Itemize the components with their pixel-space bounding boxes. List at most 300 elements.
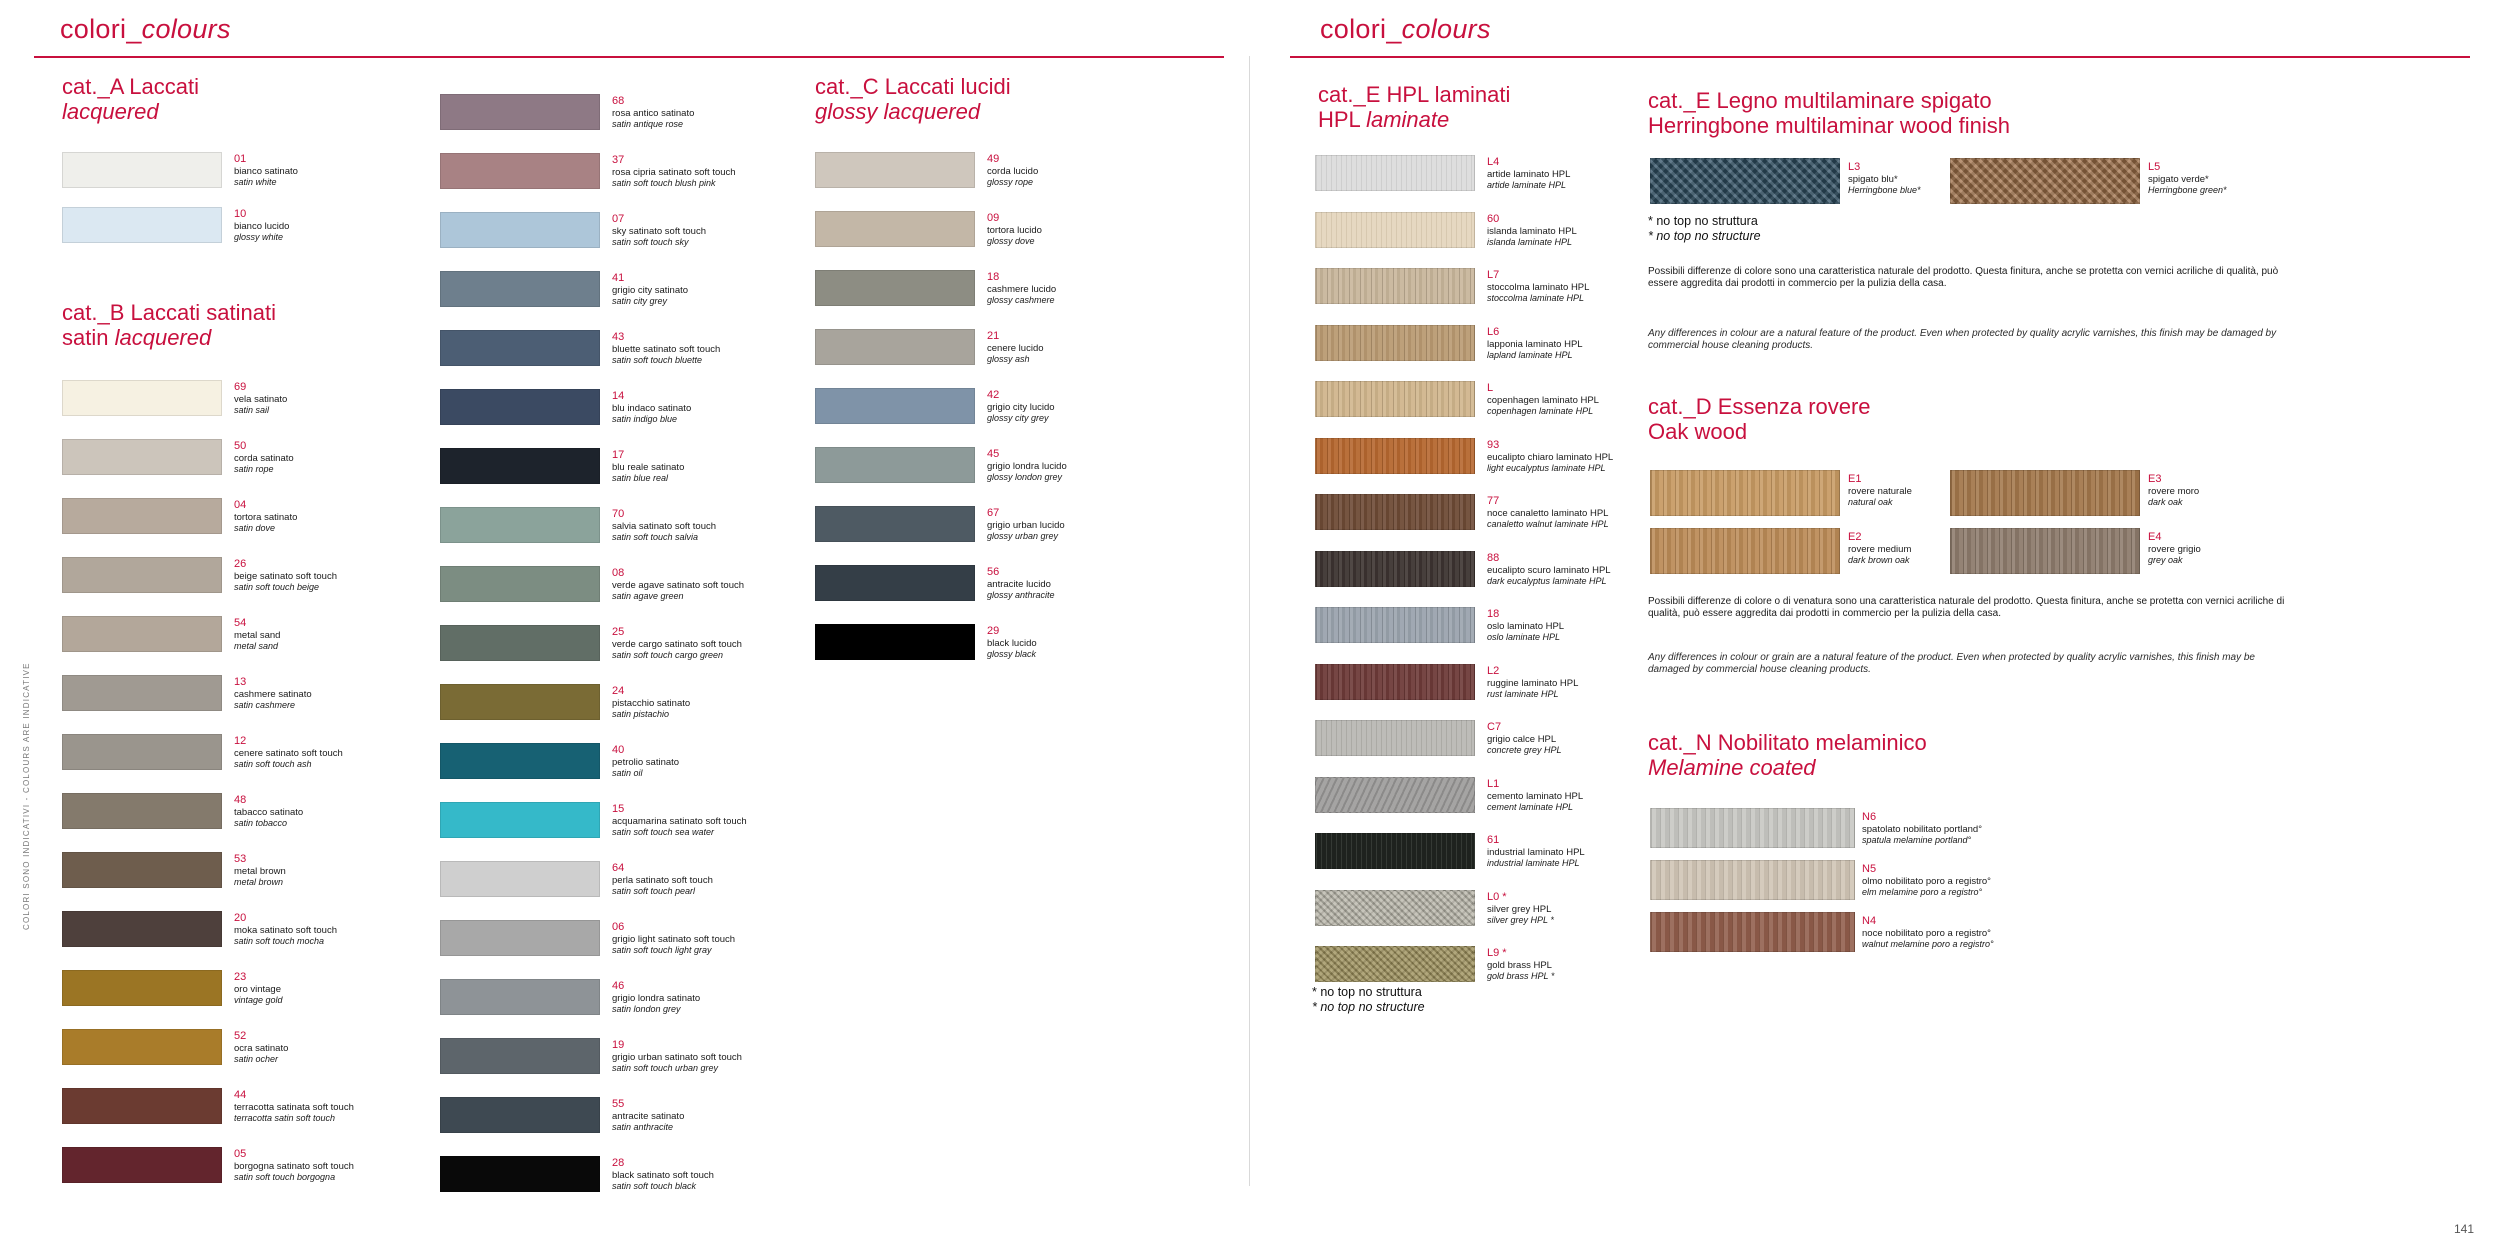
swatch-label (987, 390, 1055, 424)
swatch-label (234, 913, 337, 947)
swatch-name-en: satin soft touch black (612, 1181, 697, 1191)
swatch-label (234, 559, 337, 593)
swatch-label (612, 627, 742, 661)
swatch-name-en: satin soft touch blush pink (612, 178, 716, 188)
swatch-label (612, 863, 713, 897)
swatch-name-en: glossy rope (987, 177, 1034, 187)
color-swatch (440, 153, 600, 189)
swatch-code: L1 (1487, 777, 1500, 790)
swatch-name-it: spigato blu* (1848, 174, 1898, 185)
swatch-name-it: tabacco satinato (234, 807, 304, 818)
swatch-name-en: satin soft touch beige (234, 582, 320, 592)
swatch-code: 13 (234, 676, 247, 688)
swatch-name-en: satin oil (612, 768, 643, 778)
swatch-name-it: black lucido (987, 638, 1037, 649)
swatch-name-en: satin soft touch sea water (612, 827, 715, 837)
swatch-name-en: stoccolma laminate HPL (1487, 293, 1585, 303)
swatch-name-en: satin soft touch salvia (612, 532, 699, 542)
swatch-code: 70 (612, 508, 625, 520)
category-e-hpl-line1: cat._E HPL laminati (1318, 82, 1511, 107)
color-swatch (62, 1029, 222, 1065)
swatch-label (1487, 214, 1577, 248)
swatch-code: 06 (612, 921, 625, 933)
swatch-name-it: oslo laminato HPL (1487, 621, 1565, 632)
category-d-line2: Oak wood (1648, 419, 1748, 444)
swatch-label (234, 677, 312, 711)
swatch-name-en: satin blue real (612, 473, 669, 483)
swatch-code: 37 (612, 154, 625, 166)
swatch-name-it: antracite satinato (612, 1111, 685, 1122)
color-swatch (815, 270, 975, 306)
swatch-name-en: gold brass HPL * (1487, 971, 1555, 981)
color-swatch (815, 565, 975, 601)
color-swatch (1315, 212, 1475, 248)
color-swatch (1315, 551, 1475, 587)
swatch-label (987, 626, 1037, 660)
swatch-name-it: terracotta satinata soft touch (234, 1102, 354, 1113)
swatch-code: L5 (2148, 161, 2161, 173)
swatch-label (612, 391, 691, 425)
swatch-label (234, 209, 289, 243)
swatch-name-en: glossy white (234, 232, 284, 242)
swatch-name-en: satin soft touch sky (612, 237, 689, 247)
swatch-label (234, 154, 298, 188)
color-swatch (440, 212, 600, 248)
swatch-code: 25 (612, 626, 625, 638)
swatch-label (234, 972, 283, 1006)
swatch-name-it: salvia satinato soft touch (612, 521, 717, 532)
swatch-name-it: industrial laminato HPL (1487, 847, 1585, 858)
color-swatch (440, 625, 600, 661)
swatch-name-it: bianco satinato (234, 166, 298, 177)
swatch-code: 88 (1487, 551, 1500, 564)
swatch-name-en: oslo laminate HPL (1487, 632, 1561, 642)
swatch-code: L7 (1487, 269, 1500, 281)
swatch-label (612, 450, 684, 484)
swatch-code: 17 (612, 449, 625, 461)
swatch-name-it: black satinato soft touch (612, 1170, 714, 1181)
swatch-label (612, 509, 716, 543)
swatch-name-it: blu reale satinato (612, 462, 685, 473)
swatch-code: 53 (234, 853, 247, 865)
swatch-name-en: Herringbone green* (2148, 185, 2227, 195)
swatch-label (612, 804, 747, 838)
category-title-e-wood (1648, 88, 2010, 138)
swatch-label (1487, 327, 1583, 361)
color-swatch (440, 743, 600, 779)
swatch-name-en: satin sail (234, 405, 270, 415)
color-swatch (1315, 890, 1475, 926)
swatch-code: 67 (987, 507, 1000, 519)
swatch-label (612, 1158, 714, 1192)
swatch-name-en: satin antique rose (612, 119, 684, 129)
color-swatch (62, 498, 222, 534)
oak-label (2148, 474, 2199, 508)
color-swatch (62, 152, 222, 188)
color-swatch (815, 211, 975, 247)
swatch-label (612, 273, 688, 307)
swatch-name-en: copenhagen laminate HPL (1487, 406, 1594, 416)
swatch-code: 23 (234, 971, 247, 983)
swatch-code: N6 (1862, 811, 1877, 823)
swatch-label (987, 567, 1055, 601)
swatch-name-en: satin rope (234, 464, 274, 474)
color-swatch (440, 94, 600, 130)
color-swatch (1315, 494, 1475, 530)
category-title-e-hpl (1318, 82, 1510, 132)
swatch-name-en: islanda laminate HPL (1487, 236, 1573, 247)
swatch-label (1487, 666, 1578, 700)
swatch-code: 43 (612, 331, 625, 343)
swatch-name-en: walnut melamine poro a registro° (1862, 939, 1994, 949)
page-number: 141 (2453, 1222, 2474, 1236)
color-swatch (62, 439, 222, 475)
swatch-code: 04 (234, 499, 247, 511)
herringbone-label (2148, 162, 2227, 196)
swatch-name-it: noce canaletto laminato HPL (1487, 508, 1609, 519)
swatch-code: 15 (612, 803, 625, 815)
swatch-name-it: rovere moro (2148, 486, 2200, 497)
swatch-name-it: tortora satinato (234, 512, 298, 523)
swatch-name-it: olmo nobilitato poro a registro° (1862, 876, 1991, 887)
swatch-code: 07 (612, 213, 625, 225)
swatch-name-it: grigio city satinato (612, 285, 689, 296)
swatch-label (612, 568, 744, 602)
swatch-name-en: metal sand (234, 641, 279, 651)
melamine-swatch (1650, 808, 1855, 848)
oak-paragraph-en: Any differences in colour or grain are a natural feature of the product. Even when protected by quality acrylic varnishes, this finish may be damaged by commercial house cleaning products. (1648, 652, 2255, 676)
swatch-name-it: eucalipto scuro laminato HPL (1487, 564, 1611, 576)
swatch-name-en: satin cashmere (234, 700, 296, 710)
swatch-code: 01 (234, 153, 247, 165)
oak-label (1848, 532, 1911, 566)
color-swatch (440, 1038, 600, 1074)
color-swatch (440, 389, 600, 425)
swatch-name-en: artide laminate HPL (1487, 180, 1567, 190)
swatch-name-it: moka satinato soft touch (234, 925, 337, 936)
swatch-code: 18 (987, 271, 1000, 283)
swatch-name-en: vintage gold (234, 995, 283, 1005)
swatch-name-en: satin agave green (612, 591, 684, 601)
header-rule-left (34, 56, 1224, 58)
swatch-name-it: rovere naturale (1848, 486, 1912, 497)
swatch-label (234, 500, 297, 534)
color-swatch (62, 852, 222, 888)
color-swatch (815, 329, 975, 365)
swatch-code: 08 (612, 567, 625, 579)
swatch-name-en: glossy london grey (987, 472, 1063, 482)
swatch-name-it: corda lucido (987, 166, 1039, 177)
swatch-name-it: bluette satinato soft touch (612, 344, 721, 355)
swatch-code: 45 (987, 448, 1000, 460)
swatch-code: E1 (1848, 473, 1862, 485)
swatch-label (612, 922, 735, 956)
melamine-label (1862, 812, 1982, 846)
swatch-name-en: satin soft touch bluette (612, 355, 703, 365)
color-swatch (440, 920, 600, 956)
swatch-label (234, 1031, 288, 1065)
swatch-name-en: natural oak (1848, 497, 1893, 507)
swatch-name-it: rosa cipria satinato soft touch (612, 167, 736, 178)
swatch-code: 56 (987, 566, 1000, 578)
swatch-name-it: grigio city lucido (987, 402, 1055, 413)
swatch-code: 19 (612, 1039, 625, 1051)
swatch-code: C7 (1487, 721, 1502, 733)
swatch-name-it: metal sand (234, 630, 281, 641)
color-swatch (62, 207, 222, 243)
swatch-code: L6 (1487, 325, 1500, 338)
swatch-name-it: metal brown (234, 866, 286, 877)
melamine-label (1862, 916, 1994, 950)
swatch-code: L2 (1487, 664, 1500, 677)
swatch-label (234, 382, 287, 416)
header-left (60, 14, 231, 45)
swatch-name-en: glossy urban grey (987, 531, 1059, 541)
swatch-name-it: cashmere lucido (987, 284, 1057, 295)
swatch-name-it: grigio londra lucido (987, 461, 1067, 472)
category-title-b (62, 300, 276, 350)
color-swatch (1315, 325, 1475, 361)
category-e-wood-line2: Herringbone multilaminar wood finish (1648, 113, 2010, 138)
swatch-label (234, 736, 343, 770)
swatch-label (987, 272, 1056, 306)
color-swatch (1315, 607, 1475, 643)
category-d-line1: cat._D Essenza rovere (1648, 394, 1871, 419)
swatch-label (612, 981, 700, 1015)
swatch-name-en: rust laminate HPL (1487, 688, 1559, 699)
color-swatch (440, 330, 600, 366)
oak-label (2148, 532, 2201, 566)
swatch-name-it: bianco lucido (234, 221, 290, 232)
color-swatch (440, 861, 600, 897)
swatch-code: 28 (612, 1157, 625, 1169)
swatch-label (234, 618, 280, 652)
color-swatch (62, 911, 222, 947)
swatch-code: N4 (1862, 915, 1877, 927)
swatch-name-en: glossy black (987, 649, 1037, 659)
swatch-name-en: concrete grey HPL (1487, 745, 1562, 755)
color-swatch (1315, 777, 1475, 813)
header-left-english: colours (141, 14, 231, 44)
category-e-hpl-line2-italic: laminate (1366, 107, 1450, 132)
swatch-name-it: grigio urban lucido (987, 520, 1065, 531)
swatch-code: 05 (234, 1148, 247, 1160)
category-b-line2-wrap: satin lacquered (62, 325, 212, 350)
color-swatch (62, 616, 222, 652)
color-swatch (62, 380, 222, 416)
header-left-italian: colori_ (60, 14, 142, 44)
category-n-line1: cat._N Nobilitato melaminico (1648, 730, 1927, 755)
swatch-name-en: satin soft touch pearl (612, 886, 696, 896)
swatch-name-en: silver grey HPL * (1487, 914, 1554, 925)
color-swatch (440, 802, 600, 838)
color-swatch (815, 388, 975, 424)
swatch-code: 21 (987, 330, 1000, 342)
swatch-name-en: metal brown (234, 877, 284, 887)
color-swatch (440, 566, 600, 602)
swatch-name-en: satin london grey (612, 1004, 681, 1014)
swatch-name-en: spatula melamine portland° (1862, 835, 1972, 845)
color-swatch (62, 1088, 222, 1124)
swatch-name-it: ocra satinato (234, 1043, 289, 1054)
melamine-swatch (1650, 860, 1855, 900)
color-swatch (815, 447, 975, 483)
herringbone-note-line2: * no top no structure (1648, 229, 1761, 243)
swatch-code: 20 (234, 912, 247, 924)
swatch-label (1487, 779, 1583, 813)
color-swatch (440, 507, 600, 543)
swatch-name-en: satin soft touch ash (234, 759, 312, 769)
swatch-label (1487, 553, 1611, 587)
swatch-name-en: glossy anthracite (987, 590, 1055, 600)
swatch-code: L (1487, 382, 1494, 394)
color-swatch (1315, 155, 1475, 191)
swatch-name-en: cement laminate HPL (1487, 801, 1574, 812)
swatch-name-it: noce nobilitato poro a registro° (1862, 928, 1991, 939)
swatch-name-it: cenere lucido (987, 343, 1044, 354)
swatch-name-it: cashmere satinato (234, 689, 312, 700)
swatch-code: 26 (234, 558, 247, 570)
swatch-code: 49 (987, 153, 1000, 165)
category-e-wood-line1: cat._E Legno multilaminare spigato (1648, 88, 1992, 113)
swatch-label (612, 155, 736, 189)
swatch-name-en: dark eucalyptus laminate HPL (1487, 575, 1607, 586)
swatch-name-en: satin dove (234, 523, 276, 533)
swatch-label (1487, 270, 1589, 304)
swatch-name-it: spigato verde* (2148, 174, 2209, 185)
swatch-label (987, 331, 1044, 365)
swatch-code: 54 (234, 617, 247, 629)
herringbone-swatch (1650, 158, 1840, 204)
swatch-name-it: artide laminato HPL (1487, 169, 1571, 180)
swatch-code: 69 (234, 381, 247, 393)
color-swatch (1315, 946, 1475, 982)
swatch-label (234, 1149, 354, 1183)
swatch-code: E3 (2148, 473, 2162, 485)
swatch-label (234, 854, 286, 888)
swatch-name-it: silver grey HPL (1487, 903, 1552, 915)
swatch-label (612, 332, 720, 366)
swatch-name-it: copenhagen laminato HPL (1487, 395, 1599, 406)
swatch-name-en: glossy cashmere (987, 295, 1055, 305)
swatch-label (1487, 948, 1554, 982)
swatch-name-en: industrial laminate HPL (1487, 858, 1580, 868)
swatch-label (612, 1099, 684, 1133)
header-right-italian: colori_ (1320, 14, 1402, 44)
color-swatch (62, 793, 222, 829)
swatch-label (1487, 609, 1564, 643)
swatch-label (1487, 440, 1613, 474)
category-n-line2: Melamine coated (1648, 755, 1816, 780)
swatch-code: 24 (612, 685, 625, 697)
category-title-d (1648, 394, 1871, 444)
swatch-name-it: verde cargo satinato soft touch (612, 639, 742, 650)
swatch-name-en: satin pistachio (612, 709, 670, 719)
hpl-note-line2: * no top no structure (1312, 1000, 1425, 1014)
color-swatch (440, 448, 600, 484)
swatch-name-it: gold brass HPL (1487, 960, 1552, 971)
color-swatch (440, 1097, 600, 1133)
swatch-code: 29 (987, 625, 1000, 637)
swatch-code: L9 * (1487, 947, 1507, 959)
swatch-name-en: dark brown oak (1848, 555, 1910, 565)
swatch-code: 64 (612, 862, 625, 874)
swatch-name-en: terracotta satin soft touch (234, 1113, 336, 1123)
swatch-name-it: cemento laminato HPL (1487, 790, 1584, 802)
swatch-code: 55 (612, 1098, 625, 1110)
herringbone-label (1848, 162, 1921, 196)
swatch-code: 44 (234, 1089, 247, 1101)
swatch-name-it: pistacchio satinato (612, 698, 691, 709)
swatch-name-it: grigio londra satinato (612, 993, 701, 1004)
color-swatch (815, 624, 975, 660)
swatch-label (1487, 383, 1599, 417)
swatch-label (987, 154, 1038, 188)
page-right (1250, 0, 2500, 1250)
hpl-note-line1: * no top no struttura (1312, 985, 1422, 999)
color-swatch (1315, 720, 1475, 756)
herringbone-paragraph-it: Possibili differenze di colore sono una caratteristica naturale del prodotto. Questa finitura, anche se protetta con vernici acriliche di qualità, può essere aggredita dai prodotti in commercio per la pulizia della casa. (1648, 266, 2279, 290)
swatch-name-it: antracite lucido (987, 579, 1051, 590)
swatch-name-en: glossy city grey (987, 413, 1049, 423)
swatch-code: L4 (1487, 156, 1500, 168)
color-swatch (440, 684, 600, 720)
color-swatch (1315, 268, 1475, 304)
swatch-label (234, 795, 303, 829)
color-swatch (440, 1156, 600, 1192)
swatch-code: E2 (1848, 531, 1862, 543)
swatch-name-it: rosa antico satinato (612, 108, 695, 119)
color-swatch (62, 734, 222, 770)
swatch-code: 46 (612, 980, 625, 992)
category-b-line2-italic: lacquered (114, 325, 212, 350)
oak-swatch (1650, 470, 1840, 516)
swatch-name-en: canaletto walnut laminate HPL (1487, 519, 1609, 529)
swatch-name-it: beige satinato soft touch (234, 571, 337, 582)
swatch-name-it: verde agave satinato soft touch (612, 580, 745, 591)
swatch-code: 60 (1487, 212, 1500, 225)
color-swatch (62, 1147, 222, 1183)
swatch-label (612, 96, 694, 130)
swatch-code: 40 (612, 744, 625, 756)
swatch-name-it: rovere medium (1848, 544, 1912, 555)
swatch-name-en: satin ocher (234, 1054, 279, 1064)
swatch-name-it: rovere grigio (2148, 544, 2201, 555)
color-swatch (62, 557, 222, 593)
swatch-name-en: elm melamine poro a registro° (1862, 887, 1983, 897)
swatch-code: 61 (1487, 834, 1500, 846)
swatch-label (1487, 496, 1609, 530)
swatch-code: 09 (987, 212, 1000, 224)
swatch-name-it: blu indaco satinato (612, 403, 692, 414)
swatch-name-en: lapland laminate HPL (1487, 349, 1573, 360)
swatch-code: E4 (2148, 531, 2162, 543)
swatch-label (612, 686, 690, 720)
swatch-name-it: petrolio satinato (612, 757, 680, 768)
color-swatch (1315, 381, 1475, 417)
oak-paragraph-it: Possibili differenze di colore o di venatura sono una caratteristica naturale del prodotto. Questa finitura, anche se protetta con vernici acriliche di qualità, può essere aggredita dai prodotti in commercio per la pulizia della casa. (1648, 596, 2285, 620)
swatch-name-it: grigio light satinato soft touch (612, 934, 736, 945)
swatch-code: 68 (612, 95, 625, 107)
swatch-name-it: eucalipto chiaro laminato HPL (1487, 451, 1614, 463)
color-swatch (440, 979, 600, 1015)
swatch-name-it: grigio urban satinato soft touch (612, 1052, 742, 1063)
swatch-code: 50 (234, 440, 247, 452)
swatch-label (987, 508, 1065, 542)
oak-label (1848, 474, 1912, 508)
swatch-name-en: glossy ash (987, 354, 1030, 364)
swatch-code: 48 (234, 794, 247, 806)
